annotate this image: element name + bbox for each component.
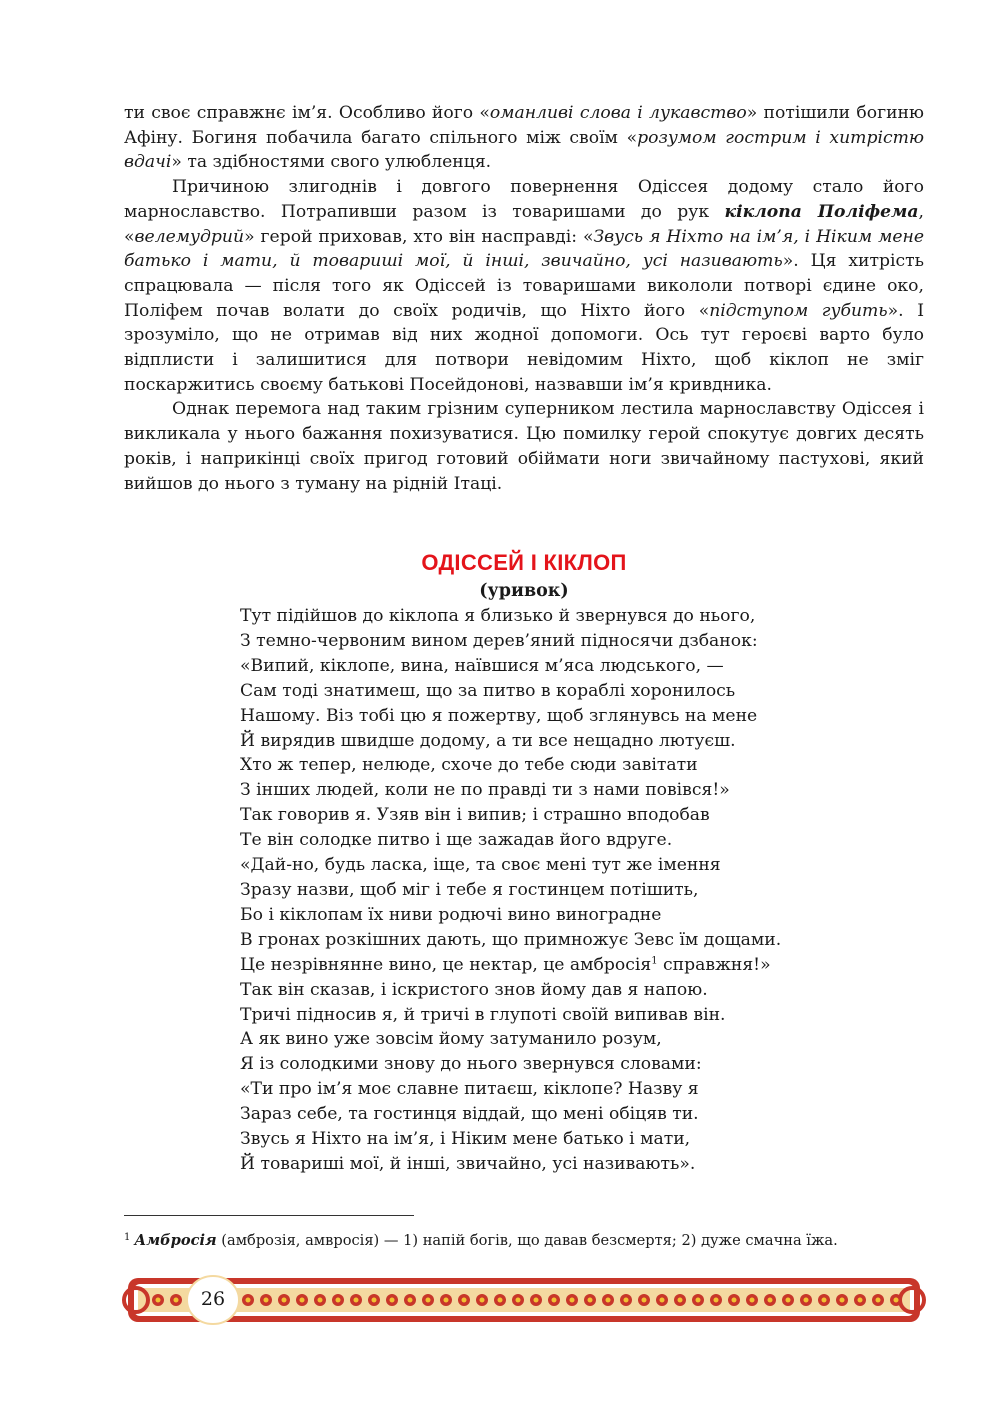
ornament-flower-center: [822, 1298, 827, 1303]
ornament-flower-center: [678, 1298, 683, 1303]
poem-excerpt: [240, 604, 880, 1177]
footnote-number: 1: [124, 1232, 131, 1243]
poem-line: А як вино уже зовсім йому затуманило розум,: [240, 1029, 662, 1050]
intro-text: [124, 101, 924, 496]
ornament-flower-center: [408, 1298, 413, 1303]
ornament-flower-center: [588, 1298, 593, 1303]
poem-line: В гронах розкішних дають, що примножує Зевс їм дощами.: [240, 929, 782, 950]
ornament-flower-center: [876, 1298, 881, 1303]
ornament-flower-center: [750, 1298, 755, 1303]
ornament-flower-center: [768, 1298, 773, 1303]
poem-line: Хто ж тепер, нелюде, схоче до тебе сюди завітати: [240, 755, 698, 776]
paragraph-1: [124, 101, 924, 175]
ornament-flower-center: [462, 1298, 467, 1303]
poem-line: Зразу назви, щоб міг і тебе я гостинцем потішить,: [240, 879, 699, 900]
text-run: Однак перемога над таким грізним суперником лестила марнославству Одіссея і викликала у нього бажання похизуватися. Цю помилку герой спокутує довгих десять років, і наприкінці своїх пригод готовий обіймати ноги звичайному пастухові, який вийшов до нього з туману на рідній Ітаці.: [124, 399, 924, 494]
text-run: ти своє справжнє ім’я. Особливо його «: [124, 103, 490, 123]
ornament-flower-center: [642, 1298, 647, 1303]
ornament-flower-center: [174, 1298, 179, 1303]
paragraph-3: [124, 397, 924, 496]
page-number: 26: [200, 1288, 226, 1310]
ornament-flower-center: [552, 1298, 557, 1303]
poem-line: «Випий, кіклопе, вина, наївшися м’яса людського, —: [240, 655, 724, 676]
text-run: Причиною злигоднів і довгого повернення Одіссея додому стало його марнославство. Потрапивши разом із товаришами до рук: [124, 177, 924, 222]
text-run: » потішили богиню Афіну. Богиня побачила багато спільного між своїм «: [124, 103, 924, 148]
ornament-flower-center: [660, 1298, 665, 1303]
ornament-flower-center: [426, 1298, 431, 1303]
paragraph-2: [124, 175, 924, 397]
poem-line: Звусь я Ніхто на ім’я, і Ніким мене батько і мати,: [240, 1129, 691, 1150]
italic-quote: велемудрий: [134, 226, 245, 247]
poem-line: З темно-червоним вином дерев’яний підносячи дзбанок:: [240, 630, 758, 651]
ornament-flower-center: [336, 1298, 341, 1303]
italic-quote: Звусь я Ніхто на ім’я, і Ніким мене батько і мати, й товариші мої, й інші, звичайно, усі називають: [124, 226, 924, 272]
footnote-text: (амброзія, амвросія) — 1) напій богів, що давав безсмертя; 2) дуже смачна їжа.: [216, 1232, 838, 1249]
ornament-flower-center: [246, 1298, 251, 1303]
ornament-flower-center: [894, 1298, 899, 1303]
poem-line: Так він сказав, і іскристого знов йому дав я напою.: [240, 979, 708, 1000]
ornament-flower-center: [444, 1298, 449, 1303]
footnote-divider: [124, 1215, 414, 1216]
ornament-flower-center: [534, 1298, 539, 1303]
poem-line: Тричі підносив я, й тричі в глупоті своїй випивав він.: [240, 1004, 726, 1025]
ornament-flower-center: [498, 1298, 503, 1303]
poem-line: «Ти про ім’я моє славне питаєш, кіклопе? Назву я: [240, 1079, 699, 1100]
ornament-flower-center: [840, 1298, 845, 1303]
ornament-flower-center: [282, 1298, 287, 1303]
italic-quote: оманливі слова і лукавство: [489, 103, 747, 123]
poem-line: «Дай-но, будь ласка, іще, та своє мені тут же імення: [240, 855, 721, 876]
ornament-flower-center: [156, 1298, 161, 1303]
text-run: ». Ця хитрість спрацювала — після того як Одіссей із товаришами викололи потворі єдине око, Поліфем почав волати до своїх родичів, що Ніхто його «: [124, 251, 925, 321]
italic-quote: розумом гострим і хитрістю вдачі: [124, 127, 924, 173]
decorative-ornament-border: [122, 1272, 926, 1328]
poem-line: Зараз себе, та гостинця віддай, що мені обіцяв ти.: [240, 1104, 699, 1125]
ornament-flower-center: [318, 1298, 323, 1303]
footnote: [124, 1228, 944, 1251]
ornament-flower-center: [372, 1298, 377, 1303]
text-run: ». І зрозуміло, що не отримав від них жодної допомоги. Ось тут героєві варто було відплисти і залишитися для потвори невідомим Ніхто, щоб кіклоп не зміг поскаржитись своєму батькові Посейдонові, назвавши ім’я кривдника.: [124, 300, 924, 395]
ornament-flower-center: [714, 1298, 719, 1303]
poem-line: Сам тоді знатимеш, що за питво в кораблі хоронилось: [240, 680, 736, 701]
ornament-flower-center: [300, 1298, 305, 1303]
ornament-flower-center: [858, 1298, 863, 1303]
text-run: » та здібностями свого улюбленця.: [171, 152, 492, 173]
poem-line: Тут підійшов до кіклопа я близько й звернувся до нього,: [240, 606, 756, 626]
ornament-flower-center: [732, 1298, 737, 1303]
poem-line: Й вирядив швидше додому, а ти все нещадно лютуєш.: [240, 730, 736, 751]
text-run: , «: [124, 201, 924, 247]
ornament-flower-center: [570, 1298, 575, 1303]
poem-title: ОДІССЕЙ І КІКЛОП: [421, 550, 627, 575]
ornament-flower-center: [696, 1298, 701, 1303]
poem-line: Так говорив я. Узяв він і випив; і страшно вподобав: [240, 805, 710, 826]
poem-line: Я із солодкими знову до нього звернувся словами:: [240, 1054, 702, 1075]
ornament-flower-center: [390, 1298, 395, 1303]
poem-subtitle: (уривок): [479, 581, 569, 601]
emphasis-term: кіклопа Поліфема: [724, 201, 919, 222]
poem-line: Це незрівнянне вино, це нектар, це амбросія$^1$ справжня!»: [240, 954, 771, 975]
poem-line: Нашому. Віз тобі цю я пожертву, щоб зглянувсь на мене: [240, 705, 758, 726]
ornament-flower-center: [786, 1298, 791, 1303]
footnote-term: Амбросія: [134, 1232, 217, 1249]
footnote-reference: 1: [651, 954, 658, 966]
poem-line: Й товариші мої, й інші, звичайно, усі називають».: [240, 1153, 696, 1174]
ornament-flower-center: [516, 1298, 521, 1303]
ornament-flower-center: [624, 1298, 629, 1303]
ornament-flower-center: [480, 1298, 485, 1303]
text-run: » герой приховав, хто він насправді: «: [244, 226, 594, 247]
ornament-flower-center: [264, 1298, 269, 1303]
italic-quote: підступом губить: [709, 300, 888, 321]
poem-line: З інших людей, коли не по правді ти з нами повівся!»: [240, 780, 730, 801]
poem-line: Бо і кіклопам їх ниви родючі вино виноградне: [240, 904, 662, 925]
ornament-flower-center: [606, 1298, 611, 1303]
ornament-flower-center: [804, 1298, 809, 1303]
ornament-flower-center: [354, 1298, 359, 1303]
poem-line: Те він солодке питво і ще зажадав його вдруге.: [240, 830, 673, 851]
